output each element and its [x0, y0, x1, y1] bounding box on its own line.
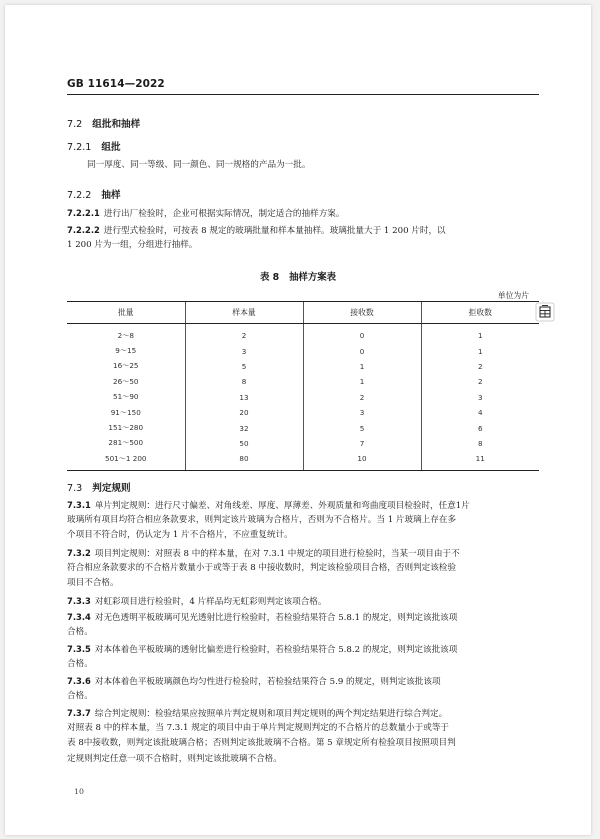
table-view-icon[interactable]	[535, 302, 555, 322]
table-cell: 32	[185, 420, 303, 435]
clause-number: 7.3.5	[67, 644, 91, 654]
column-header-sample-size: 样本量	[185, 302, 303, 324]
clause-number: 7.3.1	[67, 500, 91, 510]
table-cell: 2	[185, 324, 303, 344]
clause-text: 表 8中接收数，则判定该批玻璃合格；否则判定该批玻璃不合格。第 5 章规定所有检验项目按照项目判	[67, 738, 456, 749]
clause-7-3-7	[67, 706, 537, 767]
table-cell: 2	[303, 390, 421, 405]
clause-7-3-5	[67, 642, 537, 672]
clause-number: 7.3.7	[67, 708, 91, 718]
clause-text: 玻璃所有项目均符合相应条款要求，则判定该片玻璃为合格片，否则为不合格片。当 1 片玻璃上存在多	[67, 515, 457, 526]
clause-text: 综合判定规则：检验结果应按照单片判定规则和项目判定规则的两个判定结果进行综合判定。	[94, 709, 448, 719]
table-cell: 1	[421, 343, 539, 358]
table-cell: 11	[421, 451, 539, 470]
section-number: 7.3	[67, 483, 83, 494]
table-cell: 0	[303, 343, 421, 358]
clause-text: 对本体着色平板玻璃的透射比偏差进行检验时，若检验结果符合 5.8.2 的规定，则判定该批该项	[94, 645, 458, 655]
table-row	[67, 420, 539, 435]
column-header-accept: 接收数	[303, 302, 421, 324]
table-cell: 16～25	[113, 361, 139, 371]
table-cell: 8	[421, 436, 539, 451]
clause-text: 合格。	[67, 691, 93, 702]
clause-7-3-3	[67, 594, 537, 609]
clause-text: 项目判定规则：对照表 8 中的样本量，在对 7.3.1 中规定的项目进行检验时，当某一项目由于不	[94, 549, 460, 559]
paragraph-line: 同一厚度、同一等级、同一颜色、同一规格的产品为一批。	[87, 160, 311, 170]
table-cell: 6	[421, 420, 539, 435]
table-cell: 2～8	[117, 330, 134, 340]
clause-7-3-2	[67, 546, 537, 592]
section-number: 7.2.2	[67, 190, 92, 201]
section-title: 抽样	[101, 190, 121, 201]
table-cell: 50	[185, 436, 303, 451]
table-cell: 2	[421, 359, 539, 374]
column-header-batch: 批量	[67, 302, 185, 324]
clause-7-3-6	[67, 674, 537, 704]
clause-text: 合格。	[67, 659, 93, 670]
table-cell: 80	[185, 451, 303, 470]
column-header-reject: 拒收数	[421, 302, 539, 324]
table-cell: 91～150	[110, 407, 141, 417]
clause-text: 项目不合格。	[67, 578, 119, 589]
clause-7-3-4	[67, 610, 537, 640]
clause-text: 对无色透明平板玻璃可见光透射比进行检验时，若检验结果符合 5.8.1 的规定，则判定该批该项	[94, 613, 458, 623]
table-label: 表 8	[259, 272, 280, 283]
clause-text: 1 200 片为一组，分组进行抽样。	[67, 240, 198, 251]
table-cell: 13	[185, 390, 303, 405]
table-cell: 9～15	[115, 346, 137, 356]
table-cell: 4	[421, 405, 539, 420]
table-row	[67, 451, 539, 470]
table-cell: 3	[185, 343, 303, 358]
table-cell: 1	[303, 359, 421, 374]
clause-text: 进行型式检验时，可按表 8 规定的玻璃批量和样本量抽样。玻璃批量大于 1 200 片时，以	[103, 226, 446, 236]
table-title: 抽样方案表	[289, 272, 337, 283]
table-row	[67, 374, 539, 389]
section-7-2-heading	[67, 116, 140, 130]
table-cell: 5	[185, 359, 303, 374]
clause-number: 7.3.2	[67, 548, 91, 558]
table-cell: 8	[185, 374, 303, 389]
sampling-plan-table	[67, 301, 539, 471]
section-7-3-heading	[67, 480, 131, 494]
table-cell: 151～280	[108, 423, 144, 433]
table-cell: 2	[421, 374, 539, 389]
clause-text: 定规则判定任意一项不合格时，则判定该批玻璃不合格。	[67, 753, 282, 764]
section-title: 判定规则	[92, 483, 131, 494]
table-unit: 单位为片	[497, 291, 529, 300]
standard-code: GB 11614—2022	[67, 78, 165, 90]
document-page	[5, 5, 591, 835]
clause-text: 对本体着色平板玻璃颜色均匀性进行检验时，若检验结果符合 5.9 的规定，则判定该批该项	[94, 677, 441, 687]
clause-number: 7.2.2.2	[67, 225, 100, 235]
table-cell: 5	[303, 420, 421, 435]
clause-7-2-2-2	[67, 223, 537, 253]
clause-text: 个项目不符合时，仍认定为 1 片不合格片，不应重复统计。	[67, 530, 293, 541]
table-header-row	[67, 302, 539, 324]
table-cell: 3	[421, 390, 539, 405]
table-caption	[5, 269, 591, 283]
section-7-2-1-text	[67, 158, 537, 173]
table-cell: 3	[303, 405, 421, 420]
page-number: 10	[74, 787, 84, 796]
section-number: 7.2	[67, 119, 83, 130]
clause-number: 7.3.4	[67, 612, 91, 622]
section-title: 组批	[101, 142, 121, 153]
table-row	[67, 390, 539, 405]
clause-7-2-2-1	[67, 206, 537, 221]
section-7-2-1-heading	[67, 139, 121, 153]
section-7-2-2-heading	[67, 187, 121, 201]
table-cell: 51～90	[113, 392, 139, 402]
table-row	[67, 405, 539, 420]
table-cell: 20	[185, 405, 303, 420]
table-row	[67, 324, 539, 344]
table-row	[67, 343, 539, 358]
header-rule	[67, 94, 539, 95]
table-cell: 1	[303, 374, 421, 389]
table-cell: 26～50	[113, 376, 139, 386]
clause-text: 进行出厂检验时，企业可根据实际情况，制定适合的抽样方案。	[103, 209, 345, 219]
table-cell: 281～500	[108, 438, 144, 448]
table-cell: 7	[303, 436, 421, 451]
clause-text: 对虹彩项目进行检验时，4 片样品均无虹彩则判定该项合格。	[94, 597, 327, 607]
table-cell: 0	[303, 324, 421, 344]
table-cell: 1	[421, 324, 539, 344]
clause-text: 合格。	[67, 627, 93, 638]
section-number: 7.2.1	[67, 142, 92, 153]
clause-number: 7.2.2.1	[67, 208, 100, 218]
table-cell: 501～1 200	[67, 451, 185, 470]
clause-text: 单片判定规则：进行尺寸偏差、对角线差、厚度、厚薄差、外观质量和弯曲度项目检验时，任意1片	[94, 501, 470, 511]
table-row	[67, 359, 539, 374]
clause-7-3-1	[67, 498, 537, 544]
clause-number: 7.3.6	[67, 676, 91, 686]
clause-text: 对照表 8 中的样本量，当 7.3.1 规定的项目中由于单片判定规则判定的不合格片的总数量小于或等于	[67, 723, 450, 734]
table-cell: 10	[303, 451, 421, 470]
table-row	[67, 436, 539, 451]
clause-number: 7.3.3	[67, 596, 91, 606]
section-title: 组批和抽样	[92, 119, 141, 130]
clause-text: 符合相应条款要求的不合格片数量小于或等于表 8 中接收数时，判定该检验项目合格，否则判定该检验	[67, 563, 457, 574]
